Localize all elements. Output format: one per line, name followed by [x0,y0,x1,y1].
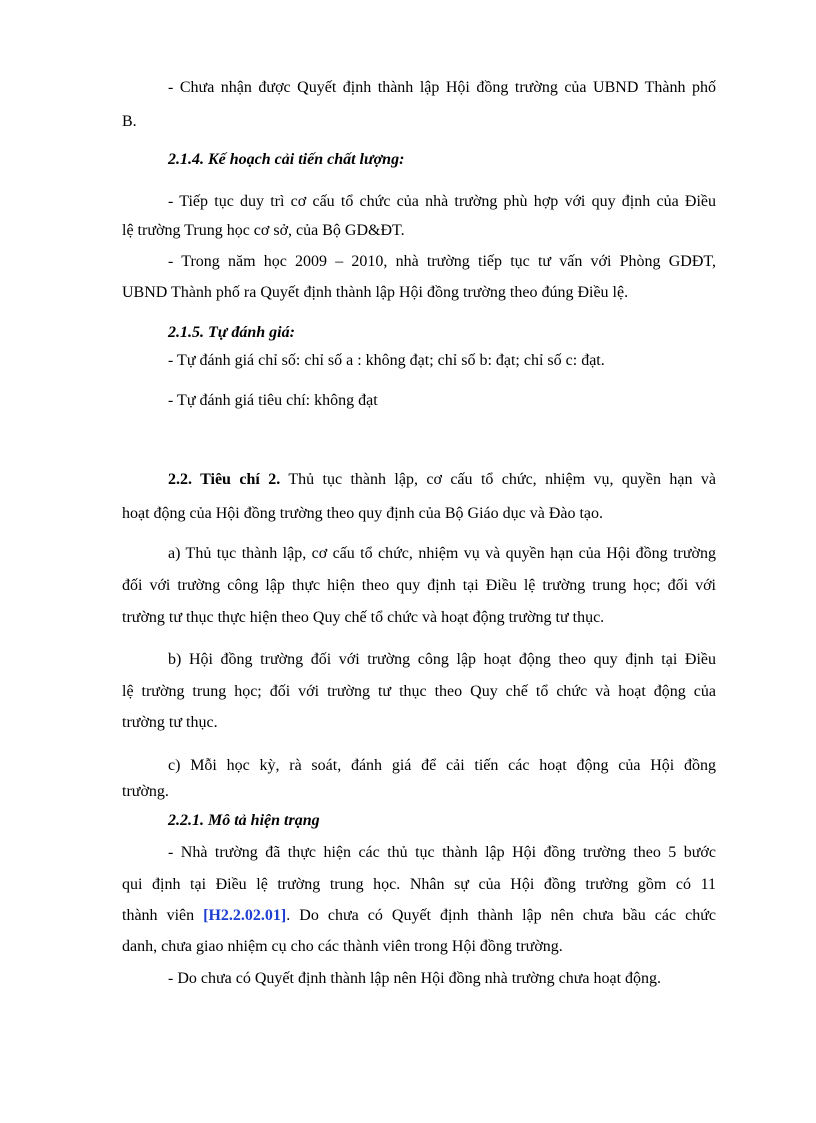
self-assessment-criterion: - Tự đánh giá tiêu chí: không đạt [168,392,378,409]
plan-line: - Trong năm học 2009 – 2010, nhà trường tiếp tục tư vấn với Phòng GDĐT, [168,253,716,270]
section-heading-2-1-5: 2.1.5. Tự đánh giá: [168,324,295,341]
criterion-title-line: hoạt động của Hội đồng trường theo quy định của Bộ Giáo dục và Đào tạo. [122,505,604,522]
evidence-reference: [H2.2.02.01] [203,907,287,924]
note-line: - Chưa nhận được Quyết định thành lập Hội đồng trường của UBND Thành phố [168,79,716,96]
item-a-line: trường tư thục thực hiện theo Quy chế tổ chức và hoạt động trường tư thục. [122,609,605,626]
item-a-line: a) Thủ tục thành lập, cơ cấu tổ chức, nhiệm vụ và quyền hạn của Hội đồng trường [168,545,716,562]
section-heading-2-2-1: 2.2.1. Mô tả hiện trạng [168,812,320,829]
status-line: danh, chưa giao nhiệm cụ cho các thành viên trong Hội đồng trường. [122,938,563,955]
item-b-line: b) Hội đồng trường đối với trường công lập hoạt động theo quy định tại Điều [168,651,716,668]
plan-line: - Tiếp tục duy trì cơ cấu tổ chức của nhà trường phù hợp với quy định của Điều [168,193,716,210]
status-line: qui định tại Điều lệ trường trung học. Nhân sự của Hội đồng trường gồm có 11 [122,876,716,893]
criterion-title-line [122,463,716,497]
self-assessment-indicators: - Tự đánh giá chỉ số: chỉ số a : không đạt; chỉ số b: đạt; chỉ số c: đạt. [168,352,605,369]
status-line: thành viên [H2.2.02.01]. Do chưa có Quyết định thành lập nên chưa bầu các chức [122,907,717,924]
item-c-line: c) Mỗi học kỳ, rà soát, đánh giá để cải tiến các hoạt động của Hội đồng [168,757,716,774]
criterion-label: 2.2. Tiêu chí 2. [168,471,281,488]
plan-line: lệ trường Trung học cơ sở, của Bộ GD&ĐT. [122,222,405,239]
plan-line: UBND Thành phố ra Quyết định thành lập Hội đồng trường theo đúng Điều lệ. [122,284,629,301]
criterion-title-text: Thủ tục thành lập, cơ cấu tổ chức, nhiệm vụ, quyền hạn và [280,471,716,488]
item-b-line: trường tư thục. [122,714,218,731]
status-line: - Do chưa có Quyết định thành lập nên Hội đồng nhà trường chưa hoạt động. [168,970,662,987]
item-b-line: lệ trường trung học; đối với trường tư thục theo Quy chế tổ chức và hoạt động của [122,683,716,700]
item-c-line: trường. [122,783,169,800]
section-heading-2-1-4: 2.1.4. Kế hoạch cải tiến chất lượng: [168,151,405,168]
note-line: B. [122,113,137,130]
item-a-line: đối với trường công lập thực hiện theo quy định tại Điều lệ trường trung học; đối với [122,577,716,594]
status-line: - Nhà trường đã thực hiện các thủ tục thành lập Hội đồng trường theo 5 bước [168,844,716,861]
